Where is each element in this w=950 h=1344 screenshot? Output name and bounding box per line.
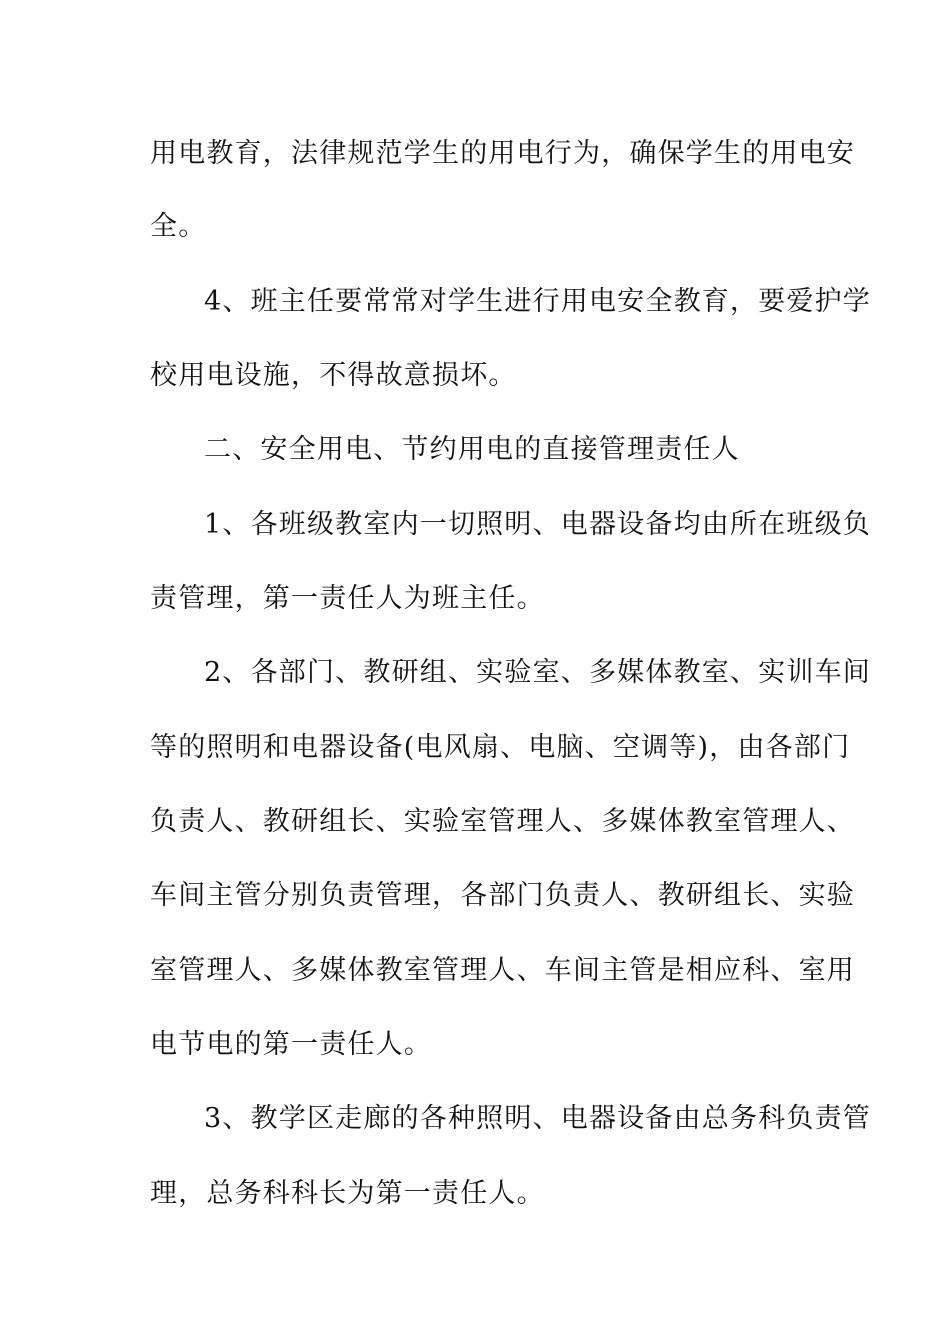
text-line: 校用电设施，不得故意损坏。 [150,360,517,391]
text-line: 车间主管分别负责管理，各部门负责人、教研组长、实验 [150,880,855,911]
text-line: 负责人、教研组长、实验室管理人、多媒体教室管理人、 [150,806,855,837]
text-line: 全。 [150,211,207,242]
section-heading: 二、安全用电、节约用电的直接管理责任人 [204,434,740,465]
paragraph-start: 2、各部门、教研组、实验室、多媒体教室、实训车间 [204,657,871,688]
paragraph-start: 4、班主任要常常对学生进行用电安全教育，要爱护学 [204,286,871,317]
paragraph-start: 1、各班级教室内一切照明、电器设备均由所在班级负 [204,509,871,540]
text-line: 责管理，第一责任人为班主任。 [150,583,545,614]
text-line: 电节电的第一责任人。 [150,1029,432,1060]
text-line: 室管理人、多媒体教室管理人、车间主管是相应科、室用 [150,955,855,986]
text-line: 用电教育，法律规范学生的用电行为，确保学生的用电安 [150,138,855,169]
paragraph-start: 3、教学区走廊的各种照明、电器设备由总务科负责管 [204,1103,871,1134]
text-line: 等的照明和电器设备(电风扇、电脑、空调等)，由各部门 [150,732,851,763]
text-line: 理，总务科科长为第一责任人。 [150,1178,545,1209]
